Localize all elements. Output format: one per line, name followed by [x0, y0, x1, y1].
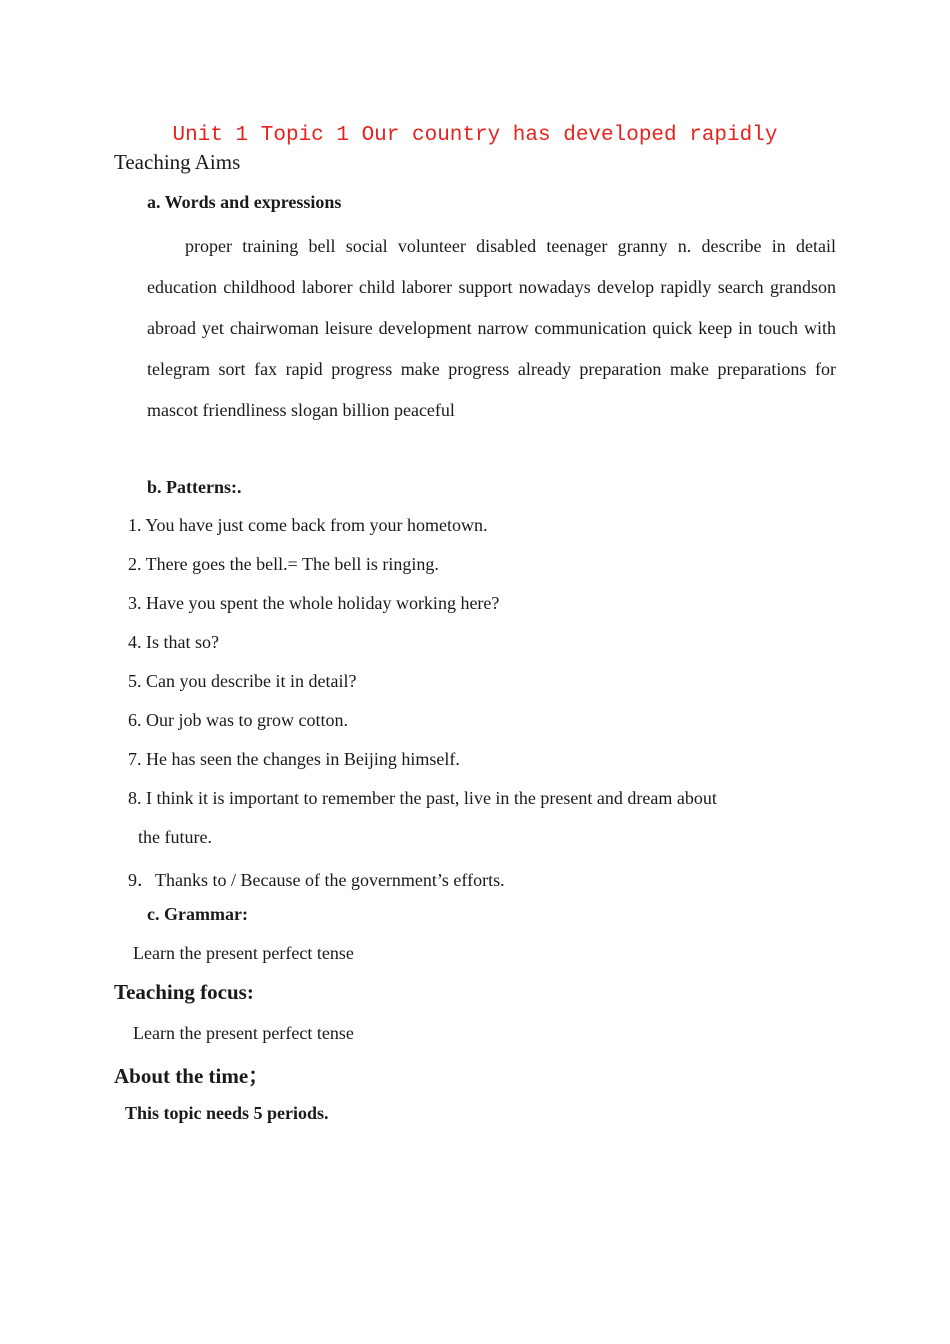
pattern-item: 3. Have you spent the whole holiday working here?: [128, 593, 500, 613]
about-time-heading: About the time；: [114, 1064, 270, 1088]
pattern-item-continued: the future.: [138, 827, 212, 847]
teaching-aims-heading: Teaching Aims: [114, 150, 241, 174]
pattern-item: 7. He has seen the changes in Beijing himself.: [128, 749, 460, 769]
teaching-focus-text: Learn the present perfect tense: [133, 1023, 354, 1043]
pattern-item: 6. Our job was to grow cotton.: [128, 710, 348, 730]
pattern-item: 4. Is that so?: [128, 632, 219, 652]
vocabulary-paragraph: proper training bell social volunteer disabled teenager granny n. describe in detail education childhood laborer child laborer support nowadays develop rapidly search grandson abroad yet chairwoman leisure development narrow communication quick keep in touch with telegram sort fax rapid progress make progress already preparation make preparations for mascot friendliness slogan billion peaceful: [147, 236, 836, 420]
patterns-heading: b. Patterns:.: [147, 477, 242, 497]
about-time-text: This topic needs 5 periods.: [125, 1103, 329, 1123]
words-heading: a. Words and expressions: [147, 192, 342, 212]
pattern-item: 8. I think it is important to remember the past, live in the present and dream about: [128, 788, 717, 808]
document-title: Unit 1 Topic 1 Our country has developed rapidly: [172, 124, 778, 147]
grammar-text: Learn the present perfect tense: [133, 943, 354, 963]
pattern-item: 9．Thanks to / Because of the government’s efforts.: [128, 870, 505, 890]
pattern-item: 5. Can you describe it in detail?: [128, 671, 357, 691]
teaching-focus-heading: Teaching focus:: [114, 980, 254, 1004]
pattern-item: 2. There goes the bell.= The bell is ringing.: [128, 554, 439, 574]
pattern-item: 1. You have just come back from your hometown.: [128, 515, 488, 535]
grammar-heading: c. Grammar:: [147, 904, 248, 924]
